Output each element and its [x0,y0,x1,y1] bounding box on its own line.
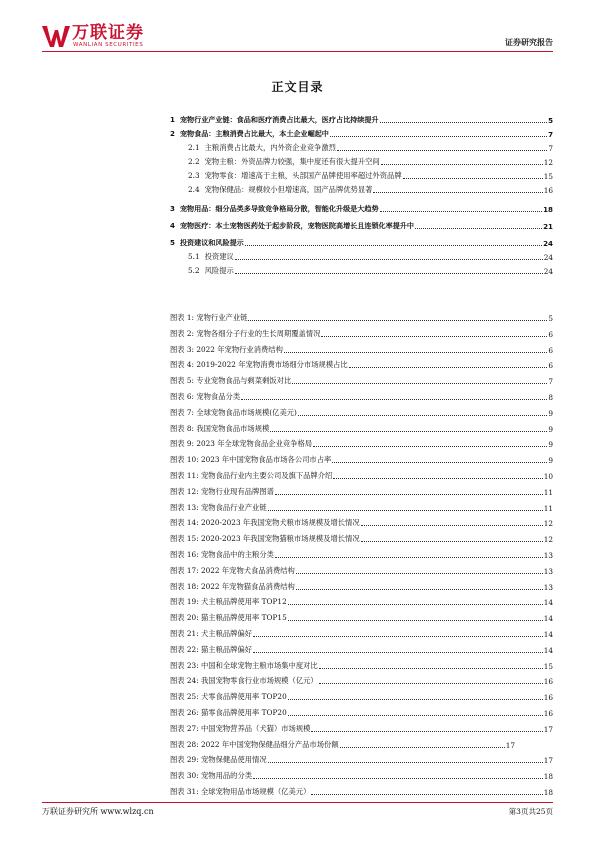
toc-entry-text: 宠物医疗：本土宠物医药处于起步阶段，宠物医院高增长且连锁化率提升中 [179,221,415,230]
dot-leader [241,399,547,400]
figure-entry-label [170,629,252,639]
figure-entry-page: 16 [543,709,553,718]
toc-entry-page: 24 [543,253,553,262]
toc-entry-label [170,238,244,248]
figure-entry-label [170,708,287,718]
dot-leader [248,320,547,321]
toc-entry-number: 5 [170,238,175,247]
figure-entry-label [170,771,252,781]
figure-entry-label [170,329,320,339]
figure-entry[interactable] [170,406,553,418]
toc-entry-label [170,204,379,214]
figure-entry-text: 图表 27: 中国宠物营养品（犬猫）市场规模 [170,723,311,733]
dot-leader [288,699,543,700]
figure-entry-label [170,645,252,655]
figure-entry-page: 16 [543,693,553,703]
dot-leader [319,683,543,684]
figure-entry-label [170,550,274,560]
figure-entry[interactable] [170,469,553,481]
report-type-label: 证券研究报告 [505,38,553,47]
toc-entry-text: 投资建议和风险提示 [179,238,244,247]
figure-entry-page: 13 [543,582,553,592]
figure-entry[interactable] [170,548,553,560]
figure-entry-label [170,755,267,765]
figure-entry-text: 图表 3: 2022 年宠物行业消费结构 [170,344,283,354]
dot-leader [361,541,543,542]
toc-entry-page: 12 [543,158,553,167]
toc-entry-label [188,171,402,181]
figure-entry[interactable] [170,311,553,323]
figure-entry-text: 图表 16: 宠物食品中的主粮分类 [170,550,274,559]
figure-entry-label [170,518,360,528]
dot-leader [296,573,543,574]
dot-leader [380,211,543,212]
figure-entry-text: 图表 15: 2020-2023 年我国宠物猫粮市场规模及增长情况 [170,534,360,544]
toc-entry[interactable] [170,236,553,248]
dot-leader [275,494,543,495]
toc-entry-label [188,157,380,167]
figure-entry[interactable] [170,516,553,528]
figure-entry-label [170,676,318,686]
figure-entry-page: 14 [543,645,553,655]
logo-english-name: WANLIAN SECURITIES [73,42,144,48]
figure-entry-label [170,455,331,465]
figure-entry-page: 6 [548,361,553,371]
toc-entry-number: 2.4 [188,185,200,194]
figure-entry-text: 图表 21: 犬主粮品牌偏好 [170,629,253,638]
figure-entry-page: 17 [543,724,553,734]
dot-leader [361,525,543,526]
dot-leader [380,122,548,123]
figure-entry[interactable] [170,358,553,370]
figure-entry[interactable] [170,611,553,623]
figure-entry-text: 图表 8: 我国宠物食品市场规模 [170,423,270,433]
toc-entry-page: 7 [548,144,553,153]
toc-entry-page: 21 [543,222,553,231]
figure-entry-text: 图表 11: 宠物食品行业内主要公司及旗下品牌介绍 [170,471,333,480]
figure-entry[interactable] [170,753,553,765]
toc-entry-label [188,252,234,262]
toc-entry-page: 18 [543,205,553,214]
toc-entry-text: 主粮消费占比最大，内外资企业竞争激烈 [204,143,336,152]
toc-entry-text: 风险提示 [204,266,234,275]
toc-entry-number: 2.2 [188,157,200,166]
figure-entry[interactable] [170,501,553,513]
toc-entry-number: 2.1 [188,143,200,152]
figure-entry-text: 图表 26: 猫零食品牌使用率 TOP20 [170,708,287,717]
figure-entry-text: 图表 6: 宠物食品分类 [170,392,241,401]
dot-leader [253,636,543,637]
dot-leader [275,557,543,558]
dot-leader [235,273,543,274]
figure-entry-text: 图表 12: 宠物行业现有品牌图谱 [170,486,274,496]
figure-entry-label [170,503,267,513]
figure-entry-label [170,582,295,592]
figure-entry-page: 7 [548,377,553,387]
figure-entry-page: 6 [548,345,553,355]
toc-entry-text: 宠物行业产业链：食品和医疗消费占比最大，医疗占比持续提升 [179,115,379,124]
figure-entry-page: 9 [548,408,553,418]
figure-entry-page: 16 [543,677,553,687]
toc-entry-page: 16 [543,186,553,195]
page-title: 正文目录 [271,80,324,94]
dot-leader [349,367,548,368]
dot-leader [284,352,547,353]
figure-entry[interactable] [170,738,515,750]
figure-entry-text: 图表 30: 宠物用品的分类 [170,771,253,781]
figure-entry-page: 8 [548,393,553,402]
page-header [0,0,595,52]
toc-entry[interactable] [170,202,553,214]
toc-entry-number: 2 [170,129,175,138]
toc-entry-label [170,115,379,125]
figure-entry-page: 14 [543,630,553,639]
toc-entry-label [188,143,336,153]
toc-entry-page: 24 [543,239,553,248]
toc-entry[interactable] [188,141,553,153]
dot-leader [296,589,543,590]
toc-entry[interactable] [170,127,553,139]
dot-leader [288,604,543,605]
figure-entry-text: 图表 29: 宠物保健品使用情况 [170,755,267,765]
toc-entry-number: 4 [170,221,175,230]
toc-entry[interactable] [188,264,553,276]
figure-entry-text: 图表 25: 犬零食品牌使用率 TOP20 [170,692,287,702]
figure-entry-label [170,360,348,370]
toc-entry-label [170,129,329,139]
figure-entry[interactable] [170,643,553,655]
figure-entry-page: 14 [543,598,553,608]
toc-entry-label [188,185,372,195]
figure-entry-page: 13 [543,566,553,576]
dot-leader [415,228,542,229]
dot-leader [253,778,543,779]
figure-entry-label [170,376,291,386]
figure-entry-text: 图表 31: 全球宠物用品市场规模（亿美元） [170,787,311,796]
figure-entry-text: 图表 20: 猫主粮品牌使用率 TOP15 [170,613,287,623]
figure-entry-text: 图表 1: 宠物行业产业链 [170,313,248,322]
figure-entry-text: 图表 19: 犬主粮品牌使用率 TOP12 [170,597,287,607]
figure-entry-text: 图表 28: 2022 年中国宠物保健品细分产品市场份额 [170,739,339,749]
toc-entry-text: 宠物用品：细分品类多导致竞争格局分散，智能化升级是大趋势 [179,204,379,213]
figure-entry-page: 12 [543,519,553,529]
figure-entry[interactable] [170,343,553,355]
figure-entry[interactable] [170,390,553,402]
figure-entry-page: 9 [548,440,553,450]
figure-entry-text: 图表 10: 2023 年中国宠物食品市场各公司市占率 [170,455,332,465]
figure-entry[interactable] [170,374,553,386]
figure-entry-text: 图表 24: 我国宠物零食行业市场规模（亿元） [170,676,318,686]
figure-entry[interactable] [170,706,553,718]
figure-entry[interactable] [170,580,553,592]
logo-chinese-name: 万联证券 [72,23,144,43]
toc-entry[interactable] [188,250,553,262]
toc-entry[interactable] [170,113,553,125]
footer-source: 万联证券研究所 www.wlzq.cn [42,807,154,816]
figure-entry-page: 18 [543,772,553,782]
figure-entry[interactable] [170,769,553,781]
toc-entry-label [170,221,414,231]
toc-entry-number: 2.3 [188,171,200,180]
figure-entry-label [170,392,240,402]
figure-entry-text: 图表 23: 中国和全球宠物主粮市场集中度对比 [170,660,318,670]
dot-leader [288,715,543,716]
dot-leader [288,620,543,621]
figure-entry-label [170,692,287,702]
figure-entry-text: 图表 13: 宠物食品行业产业链 [170,502,267,512]
figure-entry[interactable] [170,659,553,671]
toc-entry-page: 15 [543,172,553,181]
toc-entry[interactable] [170,219,553,231]
figure-entry-page: 10 [543,472,553,481]
figure-entry-label [170,740,339,750]
dot-leader [253,652,543,653]
figure-entry-page: 11 [543,487,553,497]
figure-entry-label [170,534,360,544]
figure-entry[interactable] [170,627,553,639]
footer-divider [42,802,553,803]
dot-leader [298,415,547,416]
figure-entry[interactable] [170,532,553,544]
toc-entry-text: 投资建议 [204,252,234,261]
figure-entry-text: 图表 2: 宠物各细分子行业的生长周期覆盖情况 [170,328,321,338]
figure-entry-text: 图表 5: 专业宠物食品与剩菜剩饭对比 [170,376,292,386]
figure-entry-page: 6 [548,329,553,339]
figure-entry-label [170,487,274,497]
figure-entry[interactable] [170,327,553,339]
figure-entry-label [170,313,247,323]
figure-entry-page: 17 [543,756,553,766]
figure-entry[interactable] [170,422,553,434]
figure-entry[interactable] [170,785,553,797]
toc-entry-number: 3 [170,204,175,213]
figure-entry-page: 17 [505,740,515,750]
toc-entry-text: 宠物食品：主粮消费占比最大，本土企业崛起中 [179,129,329,138]
figure-entry-page: 9 [548,456,553,466]
toc-entry-page: 5 [548,116,553,125]
dot-leader [337,150,547,151]
figure-entry[interactable] [170,674,553,686]
figure-entry-label [170,345,283,355]
figure-entry-text: 图表 4: 2019-2022 年宠物消费市场细分市场规模占比 [170,360,348,370]
figure-entry-label [170,724,310,734]
dot-leader [270,431,547,432]
toc-entry-text: 宠物主粮：外资品牌力较强，集中度还有很大提升空间 [204,157,380,166]
toc-entry-number: 1 [170,115,175,124]
dot-leader [268,510,543,511]
figure-entry[interactable] [170,437,553,449]
toc-entry-text: 宠物保健品：规模较小但增速高，国产品牌优势显著 [204,185,373,194]
figure-entry-page: 15 [543,661,553,671]
footer-page-number: 第3页共25页 [508,807,553,816]
company-logo [42,24,162,50]
header-divider [42,51,553,52]
toc-entry[interactable] [188,183,553,195]
figure-entry-page: 11 [543,503,553,513]
dot-leader [321,336,547,337]
figure-entry-label [170,471,332,481]
figure-entry-label [170,597,287,607]
dot-leader [403,178,543,179]
figure-entry[interactable] [170,564,553,576]
toc-entry-label [188,266,234,276]
toc-entry-page: 24 [543,267,553,276]
dot-leader [332,462,547,463]
dot-leader [245,245,542,246]
dot-leader [333,478,542,479]
dot-leader [311,794,542,795]
wanlian-logo-icon [42,24,70,48]
dot-leader [340,747,505,748]
figure-entry-text: 图表 9: 2023 年全球宠物食品企业竞争格局 [170,439,313,449]
figure-entry-label [170,408,297,418]
figure-entry-page: 12 [543,535,553,545]
dot-leader [381,164,543,165]
figure-entry-label [170,439,312,449]
figure-entry[interactable] [170,485,553,497]
figure-entry-text: 图表 14: 2020-2023 年我国宠物犬粮市场规模及增长情况 [170,518,360,528]
toc-entry-number: 5.1 [188,252,200,261]
dot-leader [319,668,543,669]
toc-entry-number: 5.2 [188,266,200,275]
figure-entry-text: 图表 7: 全球宠物食品市场规模(亿美元) [170,407,297,417]
figure-entry-label [170,661,318,671]
dot-leader [268,762,543,763]
dot-leader [292,383,547,384]
toc-entry-page: 7 [548,130,553,139]
figure-entry-label [170,613,287,623]
figure-entry-page: 13 [543,551,553,560]
figure-entry[interactable] [170,453,553,465]
dot-leader [330,136,547,137]
dot-leader [235,259,543,260]
figure-entry-label [170,787,310,797]
figure-entry[interactable] [170,690,553,702]
figure-entry-page: 5 [548,314,553,323]
toc-entry[interactable] [188,169,553,181]
figure-entry-page: 18 [543,788,553,797]
figure-entry[interactable] [170,595,553,607]
figure-entry-label [170,566,295,576]
figure-entry-page: 14 [543,614,553,624]
figure-entry[interactable] [170,722,553,734]
toc-entry-text: 宠物零食：增速高于主粮，头部国产品牌使用率超过外资品牌 [204,171,402,180]
dot-leader [373,192,542,193]
dot-leader [311,731,542,732]
figure-entry-page: 9 [548,424,553,434]
toc-entry[interactable] [188,155,553,167]
figure-entry-text: 图表 18: 2022 年宠物猫食品消费结构 [170,581,295,591]
figure-entry-text: 图表 17: 2022 年宠物犬食品消费结构 [170,565,295,575]
dot-leader [313,446,547,447]
figure-entry-text: 图表 22: 猫主粮品牌偏好 [170,644,253,654]
figure-entry-label [170,424,269,434]
